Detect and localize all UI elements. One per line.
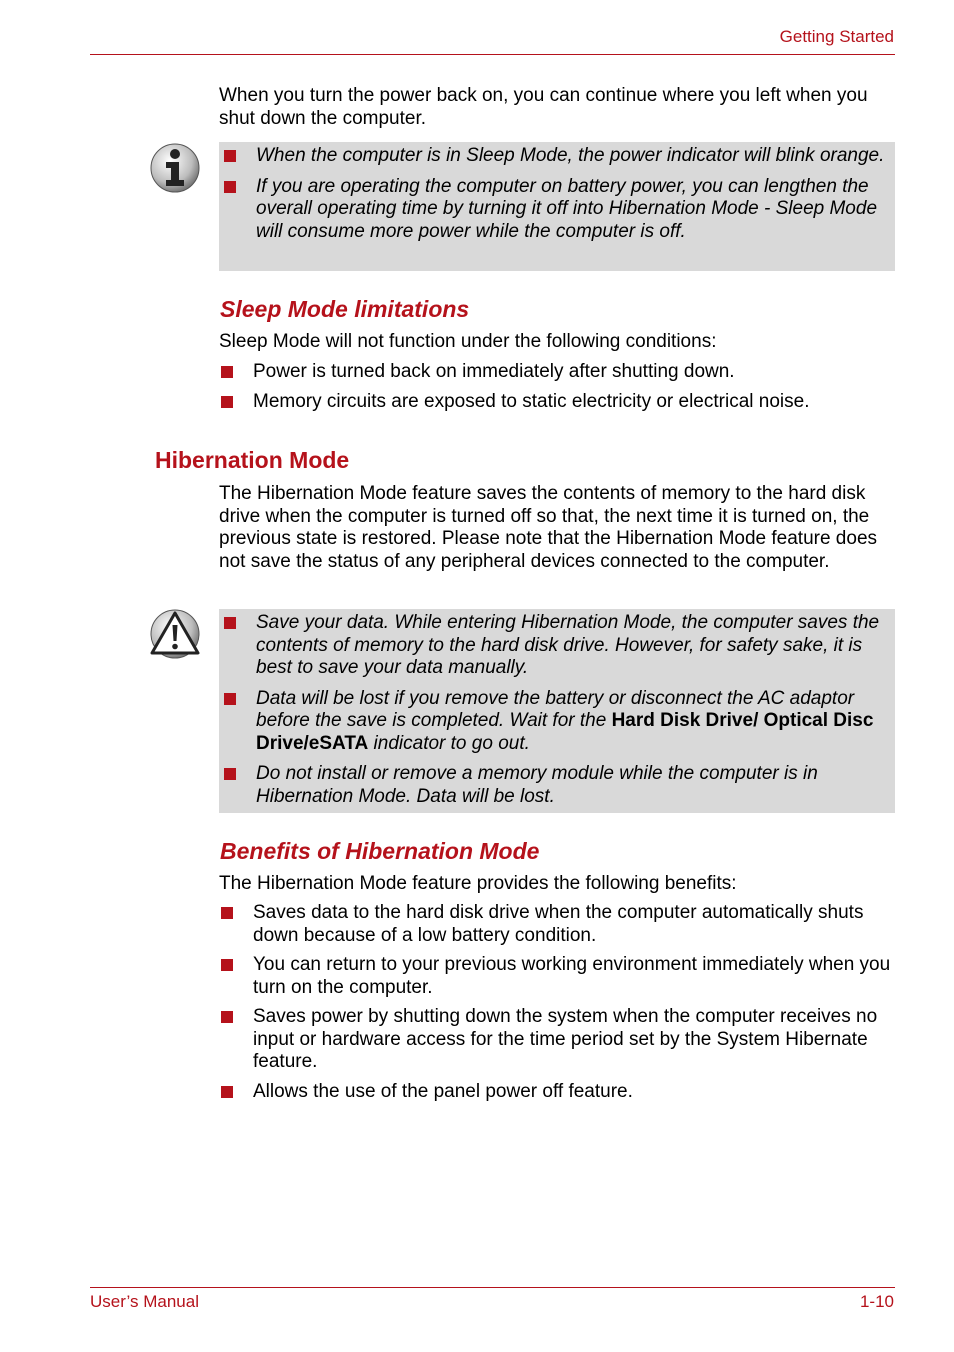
list-item <box>219 361 895 384</box>
footer-manual-title: User’s Manual <box>90 1292 199 1311</box>
sleep-limitations-lead: Sleep Mode will not function under the following conditions: <box>219 331 717 352</box>
note-text: Save your data. While entering Hibernation Mode, the computer saves the contents of memory to the hard disk drive. However, for safety sake, it is best to save your data manually. <box>256 612 880 678</box>
bullet-square-icon <box>221 396 233 408</box>
list-item-text: Memory circuits are exposed to static electricity or electrical noise. <box>253 390 810 412</box>
note-text <box>256 688 885 756</box>
list-item <box>219 1081 895 1104</box>
note-text: If you are operating the computer on battery power, you can lengthen the overall operating time by turning it off into Hibernation Mode - Sleep Mode will consume more power while the computer is off. <box>256 175 878 242</box>
warning-icon <box>149 608 201 660</box>
note-text-part: Data will be lost if you remove the battery or disconnect the AC adaptor before the save is completed. Wait for the <box>256 687 855 731</box>
list-item <box>219 391 895 414</box>
benefits-lead: The Hibernation Mode feature provides the following benefits: <box>219 873 737 894</box>
list-item-text: Saves data to the hard disk drive when the computer automatically shuts down because of a low battery condition. <box>253 902 864 946</box>
list-item-text: Saves power by shutting down the system when the computer receives no input or hardware access for the time period set by the System Hibernate feature. <box>253 1006 878 1072</box>
list-item-text: Power is turned back on immediately after shutting down. <box>253 361 735 382</box>
list-item-text: You can return to your previous working environment immediately when you turn on the computer. <box>253 954 891 998</box>
bullet-square-icon <box>224 150 236 162</box>
info-note-box <box>219 142 895 271</box>
benefits-heading: Benefits of Hibernation Mode <box>220 838 540 864</box>
intro-paragraph: When you turn the power back on, you can continue where you left when you shut down the computer. <box>219 85 868 129</box>
header-rule <box>90 54 895 55</box>
bullet-square-icon <box>221 1011 233 1023</box>
note-text: When the computer is in Sleep Mode, the power indicator will blink orange. <box>256 145 885 166</box>
list-item <box>219 902 895 947</box>
footer-rule <box>90 1287 895 1288</box>
bullet-square-icon <box>224 768 236 780</box>
list-item-text: Allows the use of the panel power off feature. <box>253 1080 633 1102</box>
note-item <box>219 176 885 244</box>
sleep-limitations-list <box>219 361 895 420</box>
hibernation-heading: Hibernation Mode <box>155 447 350 473</box>
info-icon <box>149 142 201 194</box>
page-header-text: Getting Started <box>779 27 894 46</box>
caution-note-box <box>219 609 895 813</box>
note-text: Do not install or remove a memory module while the computer is in Hibernation Mode. Data will be lost. <box>256 763 818 807</box>
bullet-square-icon <box>224 181 236 193</box>
bullet-square-icon <box>224 693 236 705</box>
note-item <box>219 763 885 808</box>
benefits-list <box>219 902 895 1110</box>
note-item <box>219 688 885 756</box>
bullet-square-icon <box>221 907 233 919</box>
note-item <box>219 612 885 680</box>
bullet-square-icon <box>221 1086 233 1098</box>
indicator-name: Hard Disk Drive/ Optical Disc Drive/eSATA <box>256 710 874 754</box>
sleep-limitations-heading: Sleep Mode limitations <box>220 296 470 322</box>
list-item <box>219 1006 895 1074</box>
note-item <box>219 145 885 168</box>
note-text-part: indicator to go out. <box>368 732 530 754</box>
footer-page-number: 1-10 <box>859 1292 894 1311</box>
bullet-square-icon <box>221 959 233 971</box>
bullet-square-icon <box>224 617 236 629</box>
bullet-square-icon <box>221 366 233 378</box>
list-item <box>219 954 895 999</box>
hibernation-body: The Hibernation Mode feature saves the contents of memory to the hard disk drive when the computer is turned off so that, the next time it is turned on, the previous state is restored. Please note that the Hibernation Mode feature does not save the status of any peripheral devices connected to the computer. <box>219 483 878 572</box>
